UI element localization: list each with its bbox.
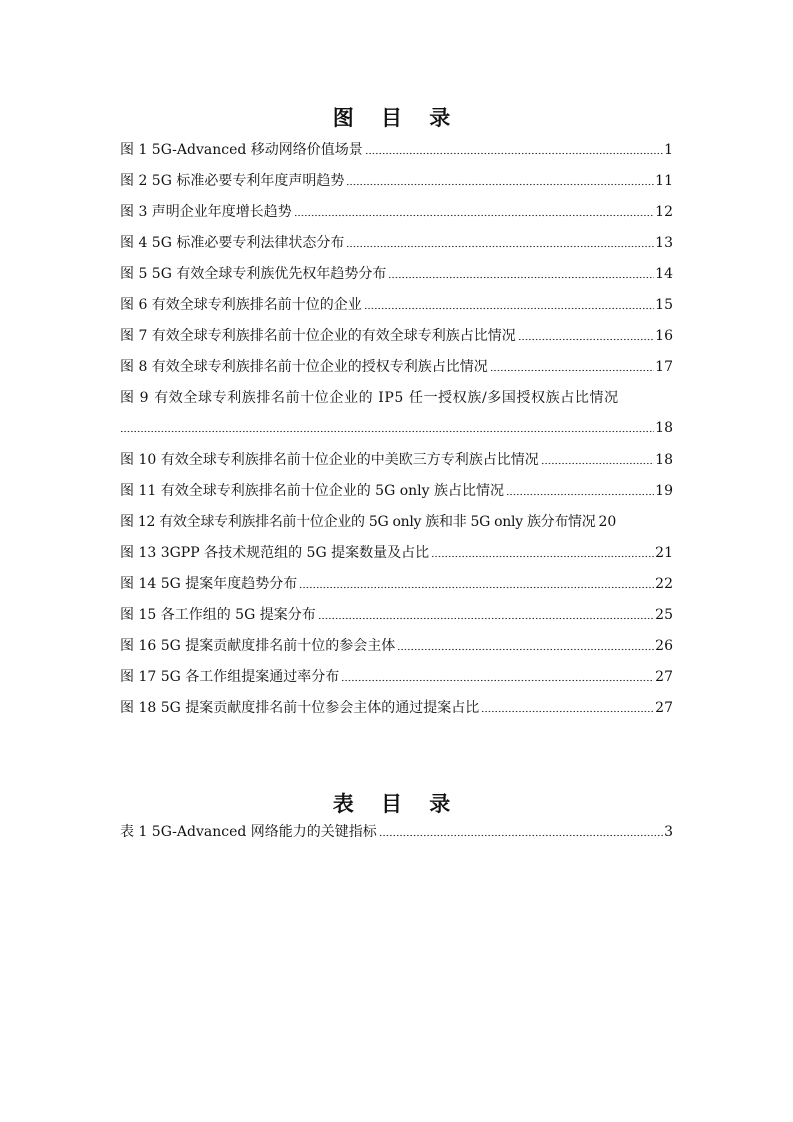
toc-entry-fig-12[interactable] <box>120 511 673 542</box>
entry-page: 11 <box>655 173 673 189</box>
leader-dots <box>346 234 654 248</box>
leader-dots <box>318 606 654 620</box>
toc-entry-fig-9-continuation[interactable] <box>120 418 673 449</box>
entry-page: 18 <box>655 420 673 436</box>
leader-dots <box>388 265 654 279</box>
entry-label: 图 3 声明企业年度增长趋势 <box>120 204 292 220</box>
tables-toc <box>120 821 673 852</box>
toc-entry-fig-9[interactable] <box>120 387 673 418</box>
entry-page: 27 <box>655 700 673 716</box>
leader-dots <box>364 296 654 310</box>
tables-title: 表 目 录 <box>332 792 461 816</box>
toc-entry-fig-13[interactable] <box>120 542 673 573</box>
leader-dots <box>481 699 654 713</box>
toc-entry-fig-17[interactable] <box>120 666 673 697</box>
toc-entry-fig-16[interactable] <box>120 635 673 666</box>
toc-entry-fig-4[interactable] <box>120 232 673 263</box>
entry-page: 18 <box>655 452 673 468</box>
leader-dots <box>518 327 654 341</box>
toc-entry-fig-1[interactable] <box>120 139 673 170</box>
leader-dots <box>506 482 654 496</box>
leader-dots <box>490 358 654 372</box>
entry-page: 17 <box>655 359 673 375</box>
entry-page: 27 <box>655 669 673 685</box>
entry-label: 图 6 有效全球专利族排名前十位的企业 <box>120 297 362 313</box>
entry-label: 图 2 5G 标准必要专利年度声明趋势 <box>120 173 345 189</box>
entry-label: 图 11 有效全球专利族排名前十位企业的 5G only 族占比情况 <box>120 483 504 499</box>
leader-dots <box>397 637 654 651</box>
toc-entry-fig-11[interactable] <box>120 480 673 511</box>
leader-dots <box>294 203 654 217</box>
entry-label: 图 1 5G-Advanced 移动网络价值场景 <box>120 142 363 158</box>
entry-label: 图 5 5G 有效全球专利族优先权年趋势分布 <box>120 266 387 282</box>
toc-entry-fig-7[interactable] <box>120 325 673 356</box>
leader-dots <box>365 141 663 155</box>
entry-page: 16 <box>655 328 673 344</box>
toc-entry-table-1[interactable] <box>120 821 673 852</box>
figures-title: 图 目 录 <box>332 106 461 130</box>
entry-label: 图 16 5G 提案贡献度排名前十位的参会主体 <box>120 638 396 654</box>
leader-dots <box>341 668 654 682</box>
entry-page: 26 <box>655 638 673 654</box>
entry-page: 21 <box>655 545 673 561</box>
leader-dots <box>541 451 654 465</box>
entry-page: 25 <box>655 607 673 623</box>
toc-entry-fig-18[interactable] <box>120 697 673 728</box>
entry-page: 13 <box>655 235 673 251</box>
entry-label: 表 1 5G-Advanced 网络能力的关键指标 <box>120 824 377 840</box>
entry-label: 图 4 5G 标准必要专利法律状态分布 <box>120 235 345 251</box>
entry-page: 22 <box>655 576 673 592</box>
entry-page: 15 <box>655 297 673 313</box>
leader-dots <box>346 172 654 186</box>
entry-page: 19 <box>655 483 673 499</box>
toc-entry-fig-6[interactable] <box>120 294 673 325</box>
entry-page: 14 <box>655 266 673 282</box>
entry-label: 图 10 有效全球专利族排名前十位企业的中美欧三方专利族占比情况 <box>120 452 539 468</box>
leader-dots <box>431 544 654 558</box>
entry-label: 图 18 5G 提案贡献度排名前十位参会主体的通过提案占比 <box>120 700 480 716</box>
toc-entry-fig-15[interactable] <box>120 604 673 635</box>
entry-page: 12 <box>655 204 673 220</box>
toc-entry-fig-2[interactable] <box>120 170 673 201</box>
entry-page: 1 <box>664 142 673 158</box>
entry-page: 3 <box>664 824 673 840</box>
leader-dots <box>379 823 663 837</box>
entry-label: 图 17 5G 各工作组提案通过率分布 <box>120 669 340 685</box>
figures-toc <box>120 139 673 728</box>
entry-label: 图 13 3GPP 各技术规范组的 5G 提案数量及占比 <box>120 545 430 561</box>
entry-page: 20 <box>598 514 617 530</box>
entry-label: 图 9 有效全球专利族排名前十位企业的 IP5 任一授权族/多国授权族占比情况 <box>120 390 619 406</box>
entry-label: 图 15 各工作组的 5G 提案分布 <box>120 607 316 623</box>
toc-entry-fig-10[interactable] <box>120 449 673 480</box>
entry-label: 图 14 5G 提案年度趋势分布 <box>120 576 298 592</box>
toc-entry-fig-5[interactable] <box>120 263 673 294</box>
entry-label: 图 8 有效全球专利族排名前十位企业的授权专利族占比情况 <box>120 359 488 375</box>
toc-entry-fig-3[interactable] <box>120 201 673 232</box>
toc-entry-fig-8[interactable] <box>120 356 673 387</box>
toc-entry-fig-14[interactable] <box>120 573 673 604</box>
entry-label: 图 7 有效全球专利族排名前十位企业的有效全球专利族占比情况 <box>120 328 516 344</box>
entry-label: 图 12 有效全球专利族排名前十位企业的 5G only 族和非 5G only 族分布情况 <box>120 514 596 530</box>
leader-dots <box>299 575 654 589</box>
leader-dots <box>120 419 654 433</box>
